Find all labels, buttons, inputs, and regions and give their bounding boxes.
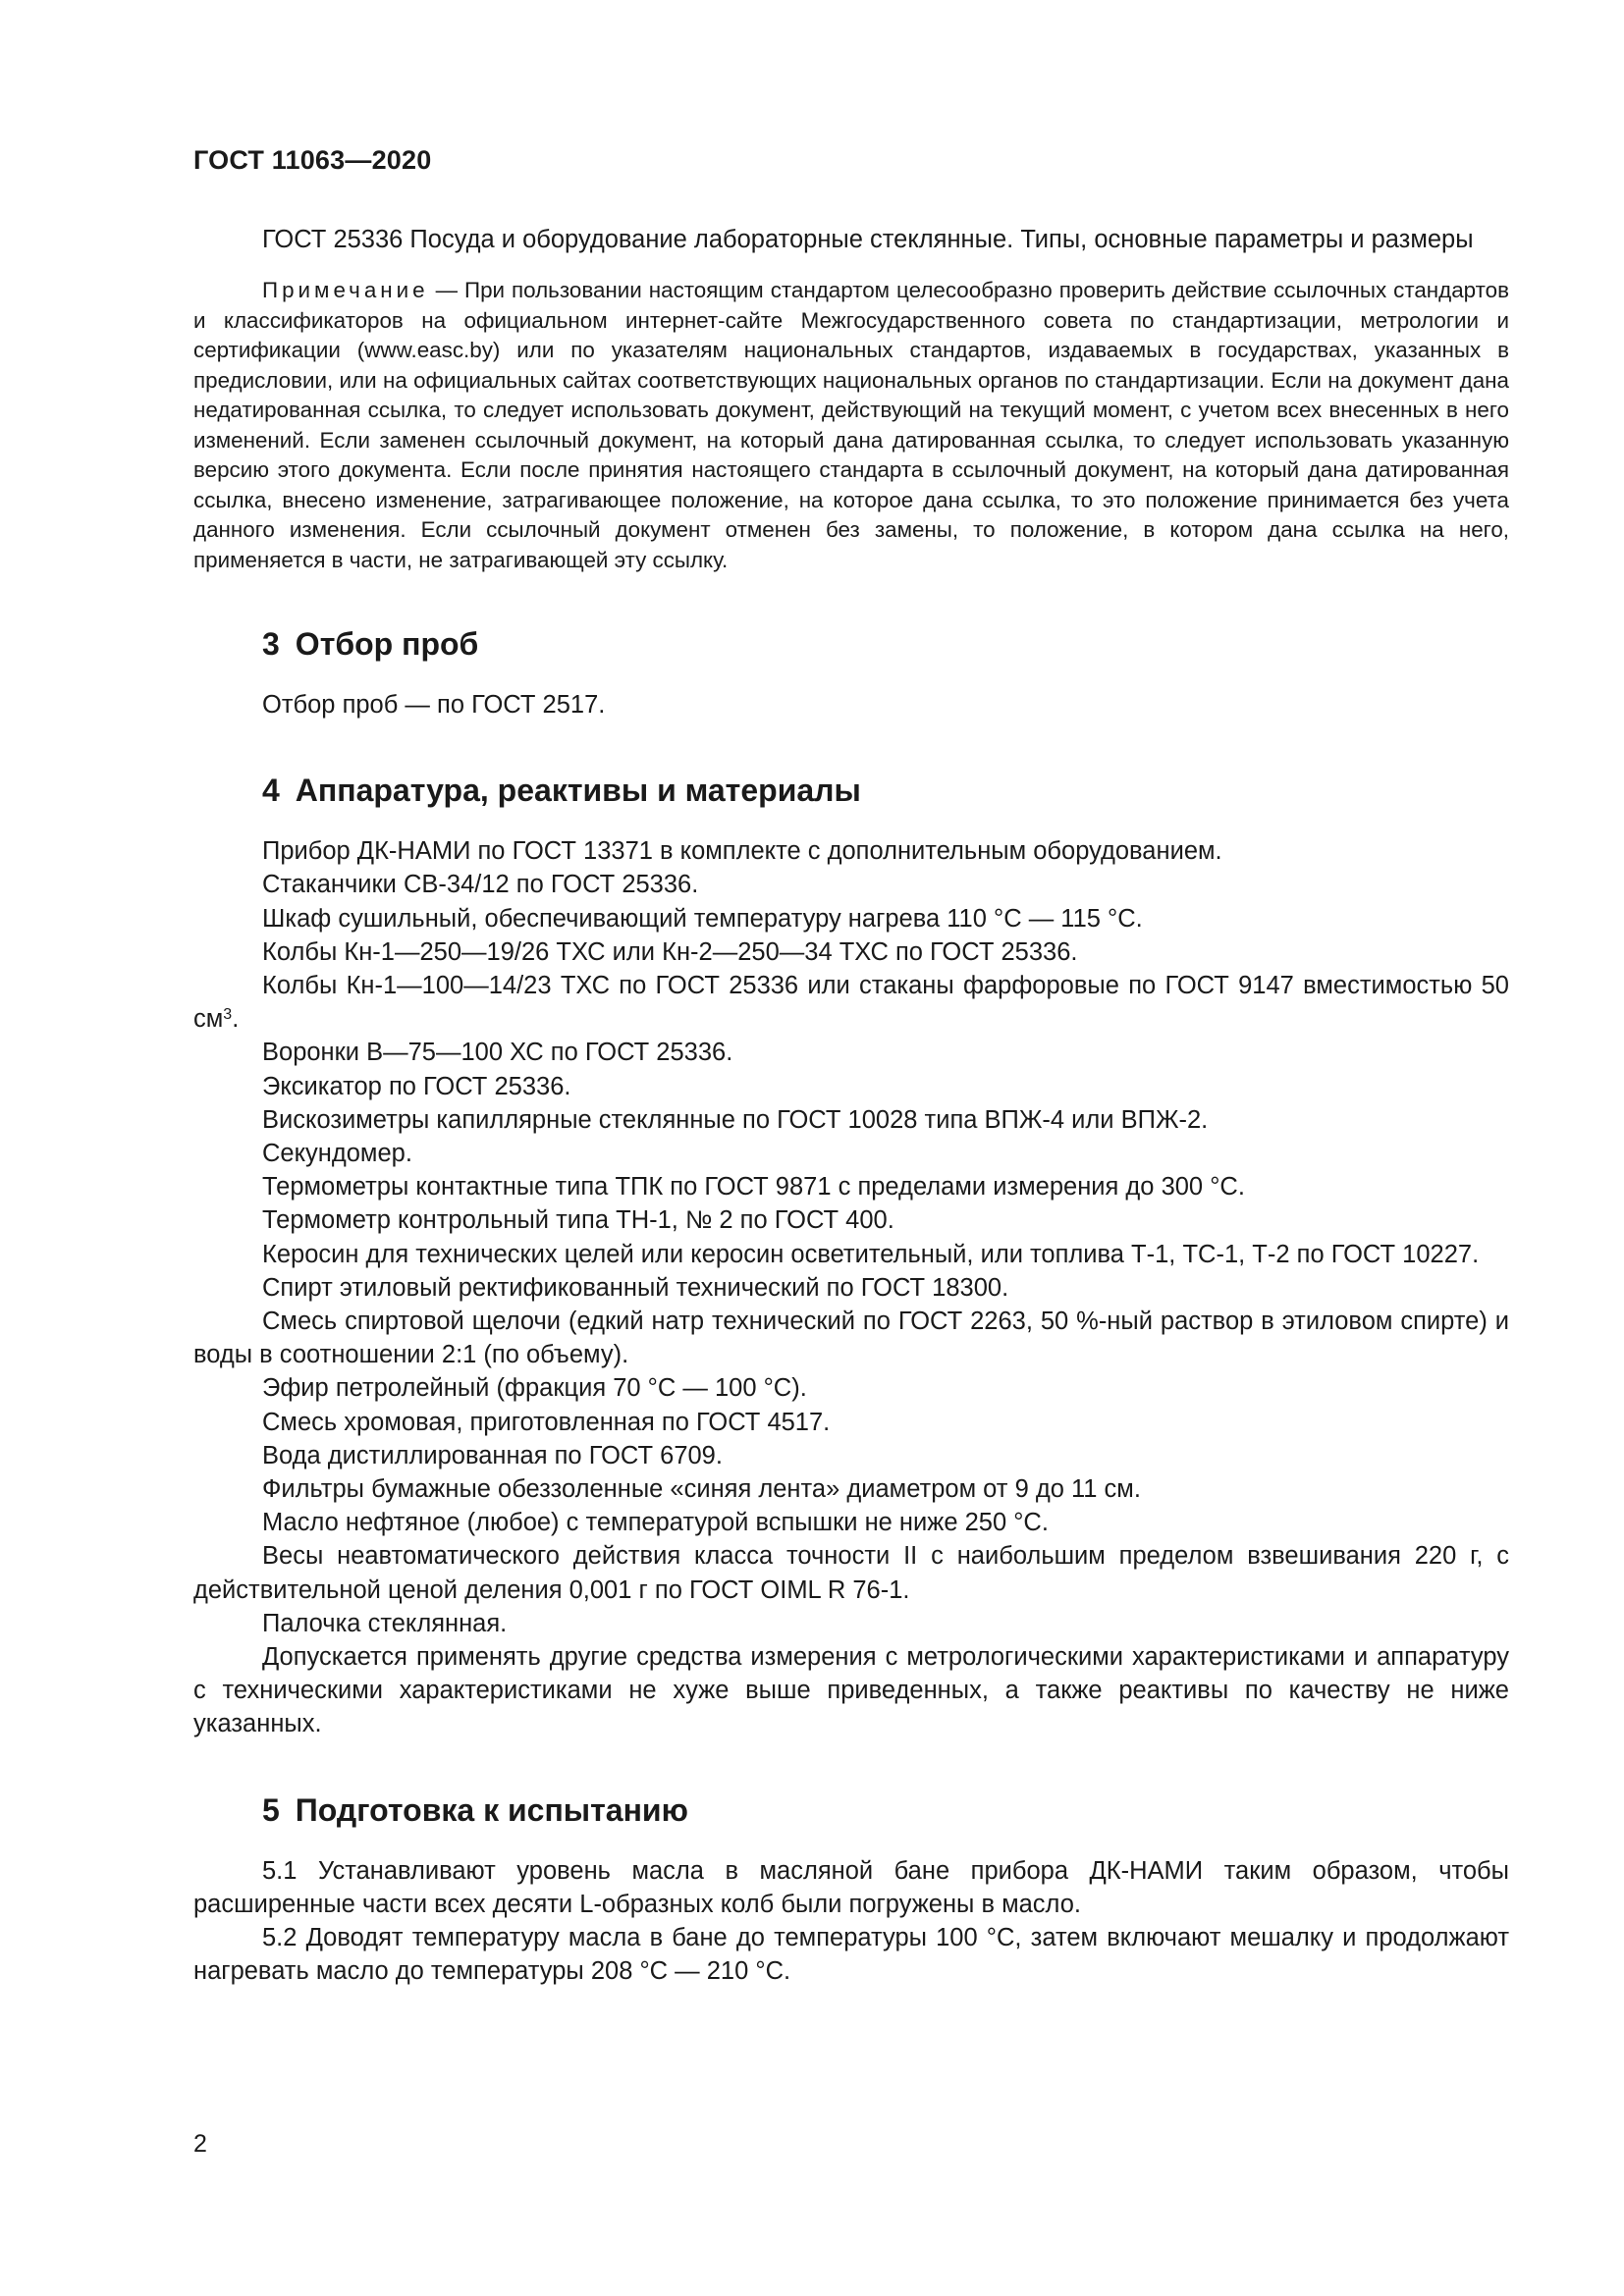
list-item: Воронки В—75—100 ХС по ГОСТ 25336. — [262, 1039, 733, 1067]
page-number: 2 — [193, 2130, 207, 2158]
list-item: Эфир петролейный (фракция 70 °С — 100 °С). — [262, 1374, 807, 1403]
list-item: Вискозиметры капиллярные стеклянные по ГОСТ 10028 типа ВПЖ-4 или ВПЖ-2. — [262, 1105, 1209, 1134]
section-number: 4 — [262, 773, 280, 809]
section-3-text: Отбор проб — по ГОСТ 2517. — [262, 691, 606, 719]
section-4-heading — [262, 773, 1509, 809]
section-4-list — [193, 834, 1509, 1740]
section-title: Отбор проб — [295, 626, 479, 662]
list-item: Керосин для технических целей или керосин осветительный, или топлива Т-1, ТС-1, Т-2 по ГОСТ 10227. — [262, 1240, 1480, 1268]
section-title: Подготовка к испытанию — [295, 1791, 688, 1828]
list-item: Масло нефтяное (любое) с температурой вспышки не ниже 250 °С. — [262, 1509, 1049, 1537]
list-item: Смесь спиртовой щелочи (едкий натр технический по ГОСТ 2263, 50 %-ный раствор в этиловом спирте) и воды в соотношении 2:1 (по объему). — [193, 1308, 1509, 1369]
note-label: Примечание — [262, 278, 429, 302]
list-item: Термометры контактные типа ТПК по ГОСТ 9871 с пределами измерения до 300 °С. — [262, 1173, 1245, 1201]
section-number: 3 — [262, 626, 280, 662]
note-text: — При пользовании настоящим стандартом целесообразно проверить действие ссылочных стандартов и классификаторов на официальном интернет-сайте Межгосударственного совета по стандартизации, метрологии и сертификации (www.easc.by) или по указателям национальных стандартов, издаваемых в государствах, указанных в предисловии, или на официальных сайтах соответствующих национальных органов по стандартизации. Если на документ дана недатированная ссылка, то следует использовать документ, действующий на текущий момент, с учетом всех внесенных в него изменений. Если заменен ссылочный документ, на который дана датированная ссылка, то следует использовать указанную версию этого документа. Если после принятия настоящего стандарта в ссылочный документ, на который дана датированная ссылка, внесено изменение, затрагивающее положение, на которое дана ссылка, то это положение принимается без учета данного изменения. Если ссылочный документ отменен без замены, то положение, в котором дана ссылка на него, применяется в части, не затрагивающей эту ссылку. — [193, 278, 1509, 572]
list-item: Секундомер. — [262, 1140, 412, 1168]
list-item: Колбы Кн-1—250—19/26 ТХС или Кн-2—250—34 ТХС по ГОСТ 25336. — [262, 937, 1078, 966]
superscript: 3 — [223, 1006, 233, 1024]
section-number: 5 — [262, 1791, 280, 1828]
section-3-heading — [262, 626, 1509, 663]
document-page — [193, 145, 1509, 1989]
document-header: ГОСТ 11063—2020 — [193, 145, 432, 175]
reference-gost-25336: ГОСТ 25336 Посуда и оборудование лабораторные стеклянные. Типы, основные параметры и размеры — [262, 226, 1474, 253]
section-5-heading — [262, 1792, 1509, 1829]
list-item: Стаканчики СВ-34/12 по ГОСТ 25336. — [262, 871, 699, 899]
flask-item-end: . — [232, 1005, 240, 1034]
list-item: Весы неавтоматического действия класса точности II с наибольшим пределом взвешивания 220 г, с действительной ценой деления 0,001 г по ГОСТ OIML R 76-1. — [193, 1542, 1509, 1604]
list-item: Допускается применять другие средства измерения с метрологическими характеристиками и аппаратуру с техническими характеристиками не хуже выше приведенных, а также реактивы по качеству не ниже указанных. — [193, 1643, 1509, 1738]
list-item — [193, 969, 1509, 1036]
list-item: Вода дистиллированная по ГОСТ 6709. — [262, 1441, 723, 1469]
list-item: Прибор ДК-НАМИ по ГОСТ 13371 в комплекте с дополнительным оборудованием. — [262, 837, 1222, 866]
note-paragraph — [193, 276, 1509, 575]
section-title: Аппаратура, реактивы и материалы — [295, 773, 861, 809]
list-item: Смесь хромовая, приготовленная по ГОСТ 4517. — [262, 1408, 831, 1436]
flask-item-text: Колбы Кн-1—100—14/23 ТХС по ГОСТ 25336 или стаканы фарфоровые по ГОСТ 9147 вместимостью 50 см — [193, 972, 1509, 1034]
paragraph-5-2: 5.2 Доводят температуру масла в бане до температуры 100 °С, затем включают мешалку и продолжают нагревать масло до температуры 208 °С — 210 °С. — [193, 1924, 1509, 1986]
list-item: Термометр контрольный типа ТН-1, № 2 по ГОСТ 400. — [262, 1206, 894, 1235]
list-item: Фильтры бумажные обеззоленные «синяя лента» диаметром от 9 до 11 см. — [262, 1475, 1141, 1504]
list-item: Палочка стеклянная. — [262, 1609, 508, 1637]
list-item: Эксикатор по ГОСТ 25336. — [262, 1072, 571, 1100]
list-item: Шкаф сушильный, обеспечивающий температуру нагрева 110 °С — 115 °С. — [262, 904, 1143, 933]
list-item: Спирт этиловый ректификованный технический по ГОСТ 18300. — [262, 1273, 1009, 1302]
paragraph-5-1: 5.1 Устанавливают уровень масла в масляной бане прибора ДК-НАМИ таким образом, чтобы расширенные части всех десяти L-образных колб были погружены в масло. — [193, 1856, 1509, 1918]
